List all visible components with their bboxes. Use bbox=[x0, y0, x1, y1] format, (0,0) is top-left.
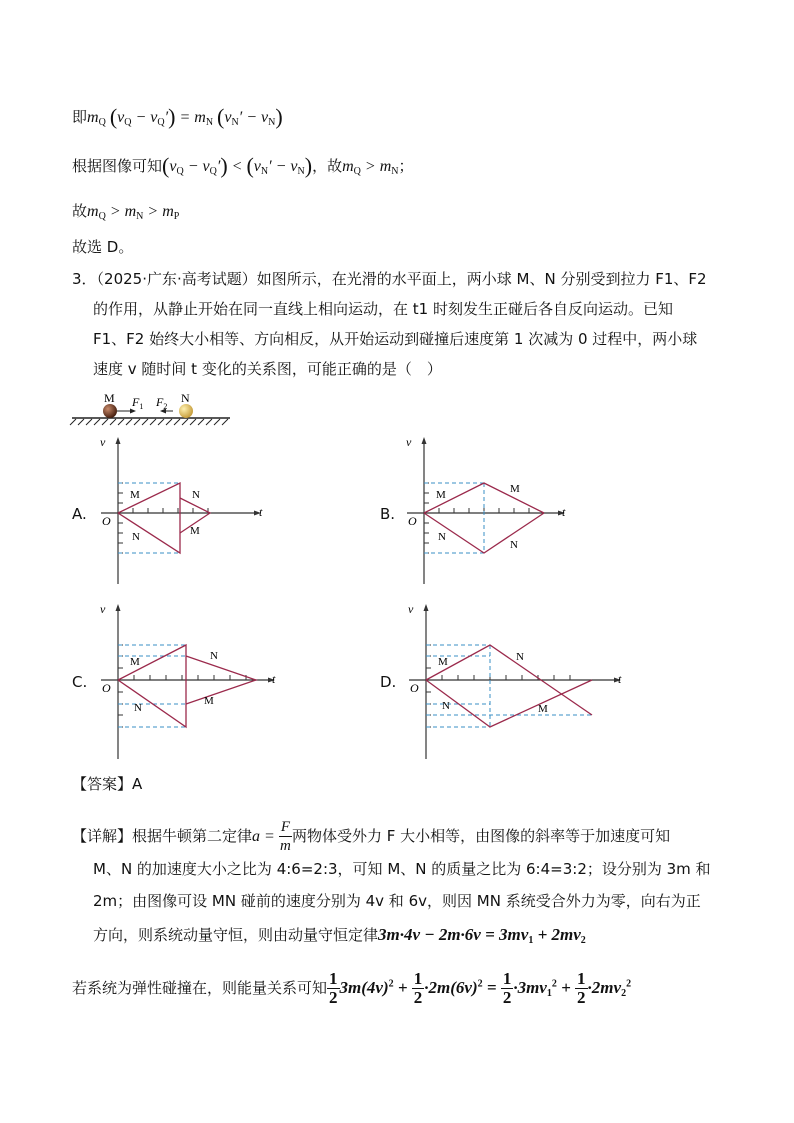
svg-text:M: M bbox=[190, 525, 200, 537]
f1-label: F bbox=[132, 395, 140, 409]
svg-text:M: M bbox=[510, 483, 520, 495]
svg-text:N: N bbox=[510, 539, 518, 551]
svg-text:N: N bbox=[132, 531, 140, 543]
detail-line-2: M、N 的加速度大小之比为 4:6=2:3，可知 M、N 的质量之比为 6:4=3:2；设分别为 3m 和 bbox=[93, 860, 711, 878]
question-line-2: 的作用，从静止开始在同一直线上相向运动，在 t1 时刻发生正碰后各自反向运动。已知 bbox=[93, 300, 673, 318]
svg-text:N: N bbox=[134, 702, 142, 714]
f2-label: F bbox=[156, 395, 164, 409]
detail-line-4: 方向，则系统动量守恒，则由动量守恒定律$3m\cdot 4v - 2m\cdot 6v = 3mv_1 + 2mv_2$ bbox=[93, 925, 586, 946]
formula-line-3: 故$m_Q > m_N > m_P$ bbox=[72, 202, 180, 222]
svg-text:N: N bbox=[210, 650, 218, 662]
graph-d bbox=[404, 603, 634, 763]
question-line-3: F1、F2 始终大小相等、方向相反，从开始运动到碰撞后速度第 1 次减为 0 过程中，两小球 bbox=[93, 330, 698, 348]
answer-tag: 【答案】 bbox=[72, 775, 133, 793]
ball-n bbox=[179, 404, 193, 418]
svg-text:O: O bbox=[102, 514, 111, 528]
svg-text:N: N bbox=[442, 700, 450, 712]
svg-text:M: M bbox=[436, 489, 446, 501]
svg-text:t: t bbox=[259, 505, 263, 519]
svg-text:N: N bbox=[192, 489, 200, 501]
conclusion-line: 故选 D。 bbox=[72, 238, 134, 256]
svg-text:F1: $F_1$ bbox=[132, 395, 144, 411]
svg-text:t: t bbox=[272, 672, 276, 686]
svg-text:t: t bbox=[562, 505, 566, 519]
svg-text:v: v bbox=[406, 435, 412, 449]
option-a-label: A. bbox=[72, 505, 87, 523]
ball-n-label: N bbox=[181, 391, 190, 405]
svg-text:v: v bbox=[408, 602, 414, 616]
option-d-label: D. bbox=[380, 673, 397, 691]
svg-text:N: N bbox=[516, 651, 524, 663]
detail-tag: 【详解】 bbox=[72, 827, 133, 845]
answer-line bbox=[72, 773, 142, 795]
graph-b bbox=[402, 436, 582, 586]
svg-text:O: O bbox=[408, 514, 417, 528]
question-line-1: 3．（2025·广东·高考试题）如图所示，在光滑的水平面上，两小球 M、N 分别受到拉力 F1、F2 bbox=[72, 270, 707, 288]
svg-text:v: v bbox=[100, 435, 106, 449]
svg-text:N: N bbox=[438, 531, 446, 543]
answer-value: A bbox=[132, 775, 143, 793]
svg-text:M: M bbox=[438, 656, 448, 668]
svg-text:O: O bbox=[410, 681, 419, 695]
svg-text:O: O bbox=[102, 681, 111, 695]
ball-m bbox=[103, 404, 117, 418]
option-b-label: B. bbox=[380, 505, 396, 523]
option-c-label: C. bbox=[72, 673, 88, 691]
svg-text:t: t bbox=[618, 672, 622, 686]
formula-line-1: 即$m_Q$ $(v_Q - v_Q') = m_N$ $(v_N' - v_N)$ bbox=[72, 104, 283, 129]
graph-c bbox=[96, 603, 286, 763]
graph-a bbox=[96, 436, 276, 586]
ball-m-label: M bbox=[104, 391, 115, 405]
svg-text:F2: $F_2$ bbox=[156, 395, 168, 411]
svg-text:M: M bbox=[204, 695, 214, 707]
svg-text:M: M bbox=[538, 703, 548, 715]
svg-text:M: M bbox=[130, 656, 140, 668]
formula-line-2: 根据图像可知$(v_Q - v_Q') < (v_N' - v_N)$，故$m_Q > m_N$； bbox=[72, 153, 414, 178]
svg-text:v: v bbox=[100, 602, 106, 616]
question-line-4: 速度 v 随时间 t 变化的关系图，可能正确的是（ ） bbox=[93, 360, 442, 378]
ball-figure bbox=[70, 392, 240, 428]
detail-line-3: 2m；由图像可设 MN 碰前的速度分别为 4v 和 6v，则因 MN 系统受合外力为零，向右为正 bbox=[93, 892, 701, 910]
detail-line-1: 【详解】根据牛顿第二定律a = $\frac{F}{m}$ 两物体受外力 F 大小相等，由图像的斜率等于加速度可知 bbox=[72, 819, 671, 854]
energy-line: 若系统为弹性碰撞在，则能量关系可知 $\frac{1}{2}$ $3m(4v)^2$ + $\frac{1}{2}$ $\cdot 2m(6v)^2$ = $\frac{1}{2}$ $\cdot 3mv_1^2$ + $\frac{1}{2}$ $\cdot 2mv_2^2$ bbox=[72, 969, 632, 1007]
svg-text:M: M bbox=[130, 489, 140, 501]
